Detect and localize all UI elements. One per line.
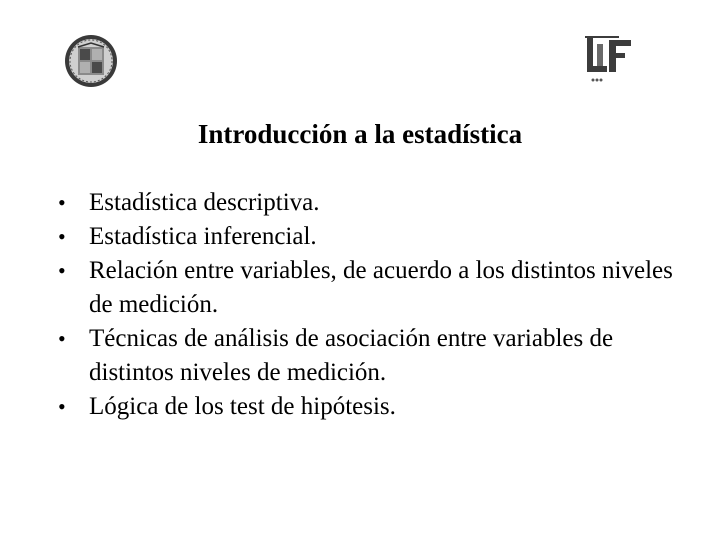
bullet-text: Estadística inferencial. xyxy=(89,223,317,250)
bullet-marker: • xyxy=(58,394,66,419)
slide-title: Introducción a la estadística xyxy=(197,119,523,149)
bullet-text: Lógica de los test de hipótesis. xyxy=(89,393,396,420)
bullet-marker: • xyxy=(58,326,66,351)
bullet-text: Relación entre variables, de acuerdo a los distintos niveles de medición. xyxy=(89,257,673,318)
bullet-marker: • xyxy=(58,190,66,215)
bullet-marker: • xyxy=(58,224,66,249)
bullet-item xyxy=(58,390,678,424)
bullet-item xyxy=(58,220,678,254)
bullet-text: Técnicas de análisis de asociación entre variables de distintos niveles de medición. xyxy=(89,325,614,386)
bullet-item xyxy=(58,254,678,322)
bullet-list xyxy=(58,186,678,424)
ulf-monogram-icon xyxy=(583,34,635,86)
bullet-item xyxy=(58,322,678,390)
bullet-marker: • xyxy=(58,258,66,283)
bullet-item xyxy=(58,186,678,220)
bullet-text: Estadística descriptiva. xyxy=(89,189,320,216)
university-seal-icon xyxy=(64,34,118,88)
